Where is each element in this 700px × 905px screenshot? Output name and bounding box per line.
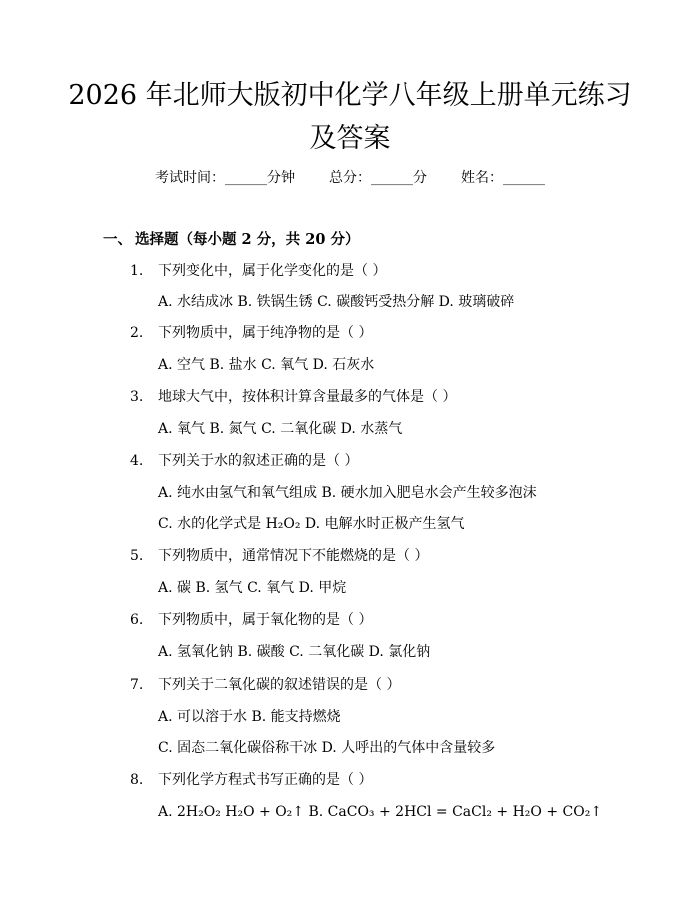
question-1-options: A. 水结成冰 B. 铁锅生锈 C. 碳酸钙受热分解 D. 玻璃破碎	[158, 294, 515, 310]
question-4-options-row-2: C. 水的化学式是 H₂O₂ D. 电解水时正极产生氢气	[158, 516, 465, 532]
total-score-field: 总分：______分	[329, 170, 427, 186]
question-6-options: A. 氢氧化钠 B. 碳酸 C. 二氧化碳 D. 氯化钠	[158, 644, 431, 660]
question-number: 8.	[130, 772, 144, 788]
question-8-options: A. 2H₂O₂ H₂O + O₂↑ B. CaCO₃ + 2HCl = CaCl₂ + H₂O + CO₂↑	[158, 804, 603, 820]
question-number: 4.	[130, 453, 144, 469]
question-7	[130, 675, 400, 695]
question-number: 7.	[130, 677, 144, 693]
question-text: 下列化学方程式书写正确的是（ ）	[158, 772, 373, 788]
question-number: 6.	[130, 612, 144, 628]
student-name-field: 姓名：______	[461, 170, 545, 186]
question-6	[130, 610, 372, 630]
exam-time-field: 考试时间：______分钟	[155, 170, 295, 186]
question-8	[130, 770, 372, 790]
question-4-options-row-1: A. 纯水由氢气和氧气组成 B. 硬水加入肥皂水会产生较多泡沫	[158, 485, 537, 501]
question-text: 下列关于水的叙述正确的是（ ）	[158, 453, 359, 469]
question-2	[130, 323, 372, 343]
question-3	[130, 387, 456, 407]
question-5-options: A. 碳 B. 氢气 C. 氧气 D. 甲烷	[158, 580, 347, 596]
question-text: 地球大气中，按体积计算含量最多的气体是（ ）	[158, 389, 457, 405]
question-2-options: A. 空气 B. 盐水 C. 氧气 D. 石灰水	[158, 357, 375, 373]
section-number: 一、	[103, 231, 132, 248]
question-number: 2.	[130, 325, 144, 341]
question-number: 5.	[130, 548, 144, 564]
question-1	[130, 261, 386, 281]
question-text: 下列关于二氧化碳的叙述错误的是（ ）	[158, 677, 401, 693]
question-text: 下列物质中，属于氧化物的是（ ）	[158, 612, 373, 628]
section-title: 选择题（每小题 2 分，共 20 分）	[135, 231, 360, 248]
question-4	[130, 451, 358, 471]
question-number: 3.	[130, 389, 144, 405]
question-number: 1.	[130, 263, 144, 279]
question-7-options-row-1: A. 可以溶于水 B. 能支持燃烧	[158, 709, 341, 725]
question-text: 下列变化中，属于化学变化的是（ ）	[158, 263, 387, 279]
question-5	[130, 546, 428, 566]
question-text: 下列物质中，通常情况下不能燃烧的是（ ）	[158, 548, 429, 564]
question-3-options: A. 氧气 B. 氮气 C. 二氧化碳 D. 水蒸气	[158, 421, 403, 437]
question-text: 下列物质中，属于纯净物的是（ ）	[158, 325, 373, 341]
question-7-options-row-2: C. 固态二氧化碳俗称干冰 D. 人呼出的气体中含量较多	[158, 740, 496, 756]
section-heading	[103, 230, 359, 250]
exam-info-line	[0, 168, 700, 188]
page-title: 2026 年北师大版初中化学八年级上册单元练习及答案	[68, 80, 632, 154]
